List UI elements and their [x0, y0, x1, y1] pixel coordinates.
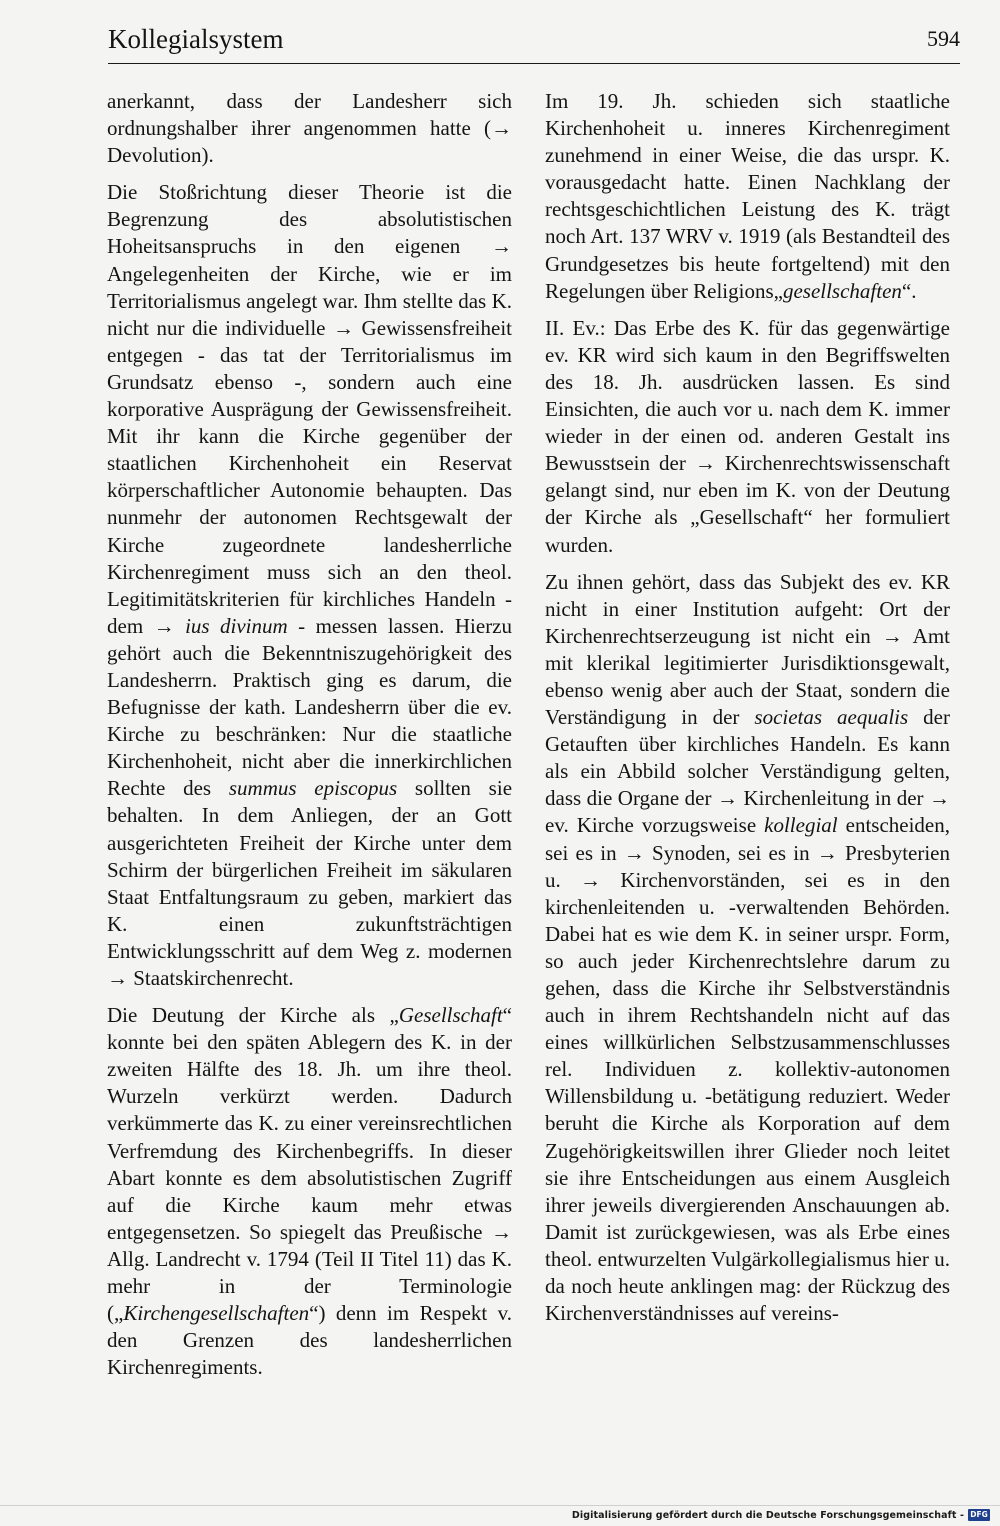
paragraph: Die Deutung der Kirche als „Gesellschaft“ konnte bei den späten Ablegern des K. in der zweiten Hälfte des 18. Jh. um ihre theol. Wurzeln verkürzt werden. Dadurch verkümmerte das K. zu einer vereinsrechtlichen Verfremdung des Kirchenbegriffs. In dieser Abart konnte es dem absolutistischen Zugriff auf die Kirche kaum mehr etwas entgegensetzen. So spiegelt das Preußische → Allg. Landrecht v. 1794 (Teil II Titel 11) das K. mehr in der Terminologie („Kirchengesellschaften“) denn im Respekt v. den Grenzen des landesherrlichen Kirchenregiments.: [107, 1003, 512, 1380]
digitization-footer: [0, 1505, 1000, 1526]
dfg-logo: DFG: [968, 1509, 990, 1521]
header-title: Kollegialsystem: [108, 24, 284, 54]
paragraph: Zu ihnen gehört, dass das Subjekt des ev. KR nicht in einer Institution aufgeht: Ort der Kirchenrechtserzeugung ist nicht ein → Amt mit klerikal legitimierter Jurisdiktionsgewalt, ebenso wenig aber auch der Staat, sondern die Verständigung in der societas aequalis der Getauften über kirchliches Handeln. Es kann als ein Abbild solcher Verständigung gelten, dass die Organe der → Kirchenleitung in der → ev. Kirche vorzugsweise kollegial entscheiden, sei es in → Synoden, sei es in → Presbyterien u. → Kirchenvorständen, sei es in den kirchenleitenden u. -verwaltenden Behörden. Dabei hat es wie dem K. in seiner urspr. Form, so auch jeder Kirchenrechtslehre darum zu gehen, dass die Kirche ihr Selbstverständnis auch in ihrem Rechtshandeln nicht auf das eines willkürlichen Selbstzusammenschlusses rel. Individuen z. kollektiv-autonomen Willensbildung u. -betätigung reduziert. Weder beruht die Kirche als Korporation auf dem Zugehörigkeitswillen ihrer Glieder noch leitet sie ihre Entscheidungen aus einem Ausgleich ihrer jeweils divergierenden Anschauungen ab. Damit ist zurückgewiesen, was als Erbe eines theol. entwurzelten Vulgärkollegialismus hier u. da noch heute anklingen mag: der Rückzug des Kirchenverständnisses auf vereins-: [545, 569, 950, 1326]
header-rule: [108, 63, 960, 64]
paragraph: Die Stoßrichtung dieser Theorie ist die Begrenzung des absolutistischen Hoheitsanspruchs in den eigenen → Angelegenheiten der Kirche, wie er im Territorialismus angelegt war. Ihm stellte das K. nicht nur die individuelle → Gewissensfreiheit entgegen - das tat der Territorialismus im Grundsatz ebenso -, sondern auch eine korporative Ausprägung der Gewissensfreiheit. Mit ihr kann die Kirche gegenüber der staatlichen Kirchenhoheit ein Reservat körperschaftlicher Autonomie behaupten. Das nunmehr der autonomen Rechtsgewalt der Kirche zugeordnete landesherrliche Kirchenregiment muss sich an den theol. Legitimitätskriterien für kirchliches Handeln - dem → ius divinum - messen lassen. Hierzu gehört auch die Bekenntniszugehörigkeit des Landesherrn. Praktisch ging es darum, die Befugnisse der kath. Landesherrn über die ev. Kirche zu beschränken: Nur die staatliche Kirchenhoheit, nicht aber die innerkirchlichen Rechte des summus episcopus sollten sie behalten. In dem Anliegen, der an Gott ausgerichteten Freiheit der Kirche unter dem Schirm der bürgerlichen Freiheit im säkularen Staat Entfaltungsraum zu geben, markiert das K. einen zukunftsträchtigen Entwicklungsschritt auf dem Weg z. modernen → Staatskirchenrecht.: [107, 180, 513, 990]
paragraph: anerkannt, dass der Landesherr sich ordnungshalber ihrer angenommen hatte (→ Devolution).: [107, 89, 512, 168]
page-number: 594: [927, 26, 960, 51]
left-column: [107, 88, 512, 1381]
running-header: [108, 22, 960, 60]
right-column: [545, 88, 950, 1327]
paragraph: II. Ev.: Das Erbe des K. für das gegenwärtige ev. KR wird sich kaum in den Begriffswelten des 18. Jh. ausdrücken lassen. Es sind Einsichten, die auch vor u. nach dem K. immer wieder in der einen od. anderen Gestalt ins Bewusstsein der → Kirchenrechtswissenschaft gelangt sind, nur eben im K. von der Deutung der Kirche als „Gesellschaft“ her formuliert wurden.: [545, 315, 950, 557]
paragraph: Im 19. Jh. schieden sich staatliche Kirchenhoheit u. inneres Kirchenregiment zunehmend in einer Weise, die das urspr. K. vorausgedacht hatte. Einen Nachklang der rechtsgeschichtlichen Leistung des K. trägt noch Art. 137 WRV v. 1919 (als Bestandteil des Grundgesetzes bis heute fortgeltend) mit den Regelungen über Religions„gesellschaften“.: [545, 89, 950, 303]
footer-credit: Digitalisierung gefördert durch die Deutsche Forschungsgemeinschaft -: [571, 1510, 964, 1521]
